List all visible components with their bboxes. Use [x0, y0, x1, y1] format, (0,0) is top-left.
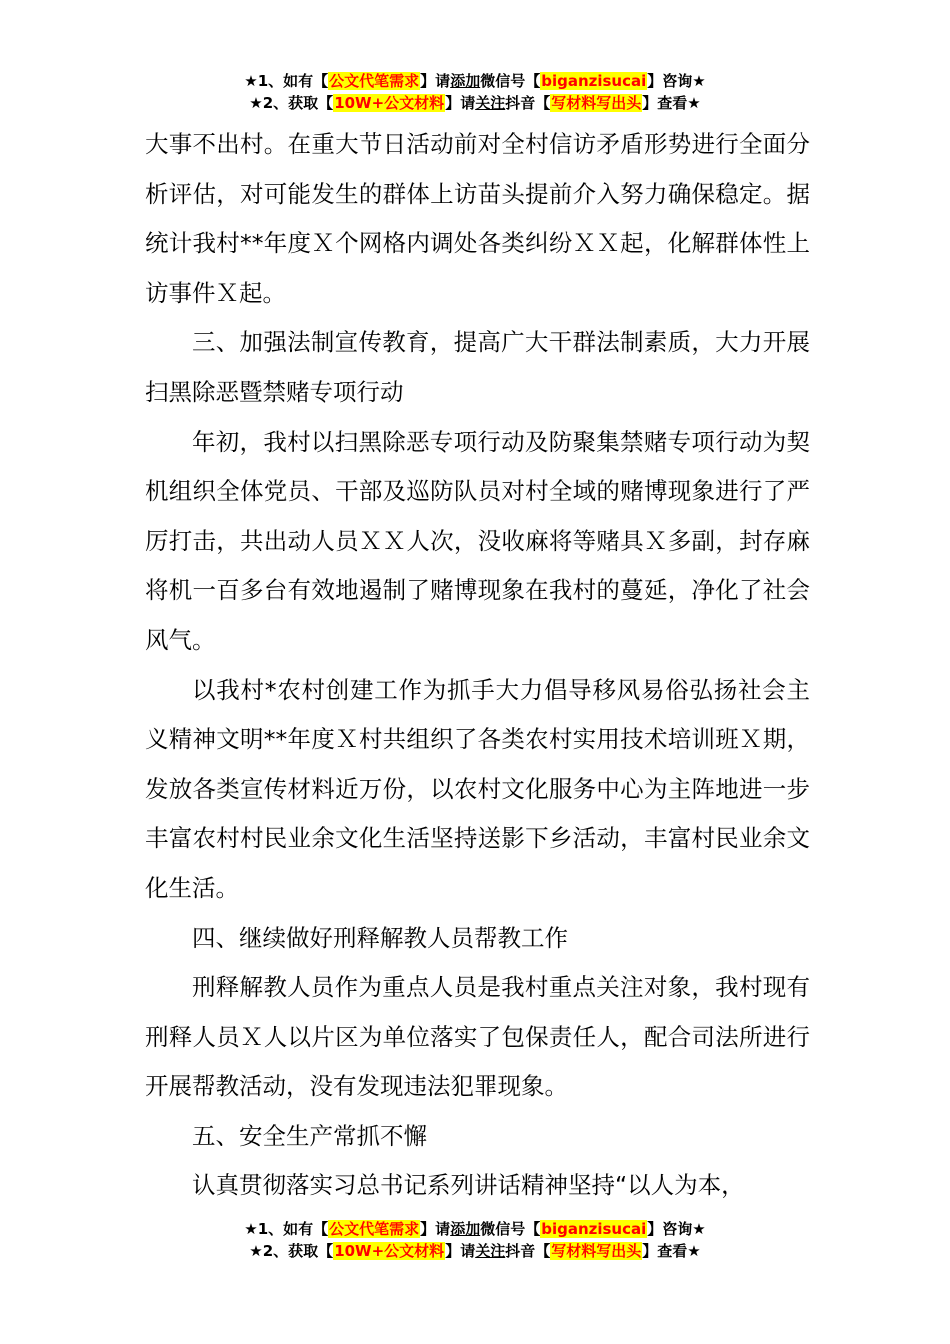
document-body — [145, 120, 810, 1211]
paragraph: 年初，我村以扫黑除恶专项行动及防聚集禁赌专项行动为契机组织全体党员、干部及巡防队员对村全域的赌博现象进行了严厉打击，共出动人员ＸＸ人次，没收麻将等赌具Ｘ多副，封存麻将机一百多台有效地遏制了赌博现象在我村的蔓延，净化了社会风气。 — [145, 427, 810, 654]
paragraph-continuation: 大事不出村。在重大节日活动前对全村信访矛盾形势进行全面分析评估，对可能发生的群体上访苗头提前介入努力确保稳定。据统计我村**年度Ｘ个网格内调处各类纠纷ＸＸ起，化解群体性上访事件Ｘ起。 — [145, 130, 810, 307]
ad-line-1: ★1、如有【公文代笔需求】请添加微信号【biganzisucai】咨询★ — [244, 1220, 706, 1238]
ad-highlight-service: 公文代笔需求 — [329, 1220, 420, 1238]
section-heading-5: 五、安全生产常抓不懈 — [192, 1121, 427, 1150]
footer-ad-banner — [0, 1218, 950, 1262]
ad-highlight-wechat-id: biganzisucai — [541, 1220, 647, 1238]
ad-highlight-service: 公文代笔需求 — [329, 72, 420, 90]
paragraph-start: 认真贯彻落实习总书记系列讲话精神坚持“以人为本， — [192, 1171, 745, 1200]
header-ad-banner — [0, 70, 950, 114]
ad-highlight-douyin-id: 写材料写出头 — [551, 94, 642, 112]
section-heading-3: 三、加强法制宣传教育，提高广大干群法制素质，大力开展扫黑除恶暨禁赌专项行动 — [145, 328, 810, 406]
paragraph: 刑释解教人员作为重点人员是我村重点关注对象，我村现有刑释人员Ｘ人以片区为单位落实了包保责任人，配合司法所进行开展帮教活动，没有发现违法犯罪现象。 — [145, 973, 810, 1101]
ad-underlined-word: 关注 — [475, 1242, 506, 1260]
ad-underlined-word: 添加 — [450, 72, 481, 90]
ad-underlined-word: 关注 — [475, 94, 506, 112]
ad-line-1: ★1、如有【公文代笔需求】请添加微信号【biganzisucai】咨询★ — [244, 72, 706, 90]
ad-line-2: ★2、获取【10W+公文材料】请关注抖音【写材料写出头】查看★ — [249, 1242, 701, 1260]
paragraph: 以我村*农村创建工作为抓手大力倡导移风易俗弘扬社会主义精神文明**年度Ｘ村共组织了各类农村实用技术培训班Ｘ期，发放各类宣传材料近万份，以农村文化服务中心为主阵地进一步丰富农村村民业余文化生活坚持送影下乡活动，丰富村民业余文化生活。 — [145, 675, 810, 902]
ad-underlined-word: 添加 — [450, 1220, 481, 1238]
ad-line-2: ★2、获取【10W+公文材料】请关注抖音【写材料写出头】查看★ — [249, 94, 701, 112]
ad-highlight-materials: 10W+公文材料 — [334, 94, 445, 112]
section-heading-4: 四、继续做好刑释解教人员帮教工作 — [192, 923, 568, 952]
ad-highlight-wechat-id: biganzisucai — [541, 72, 647, 90]
ad-highlight-materials: 10W+公文材料 — [334, 1242, 445, 1260]
ad-highlight-douyin-id: 写材料写出头 — [551, 1242, 642, 1260]
